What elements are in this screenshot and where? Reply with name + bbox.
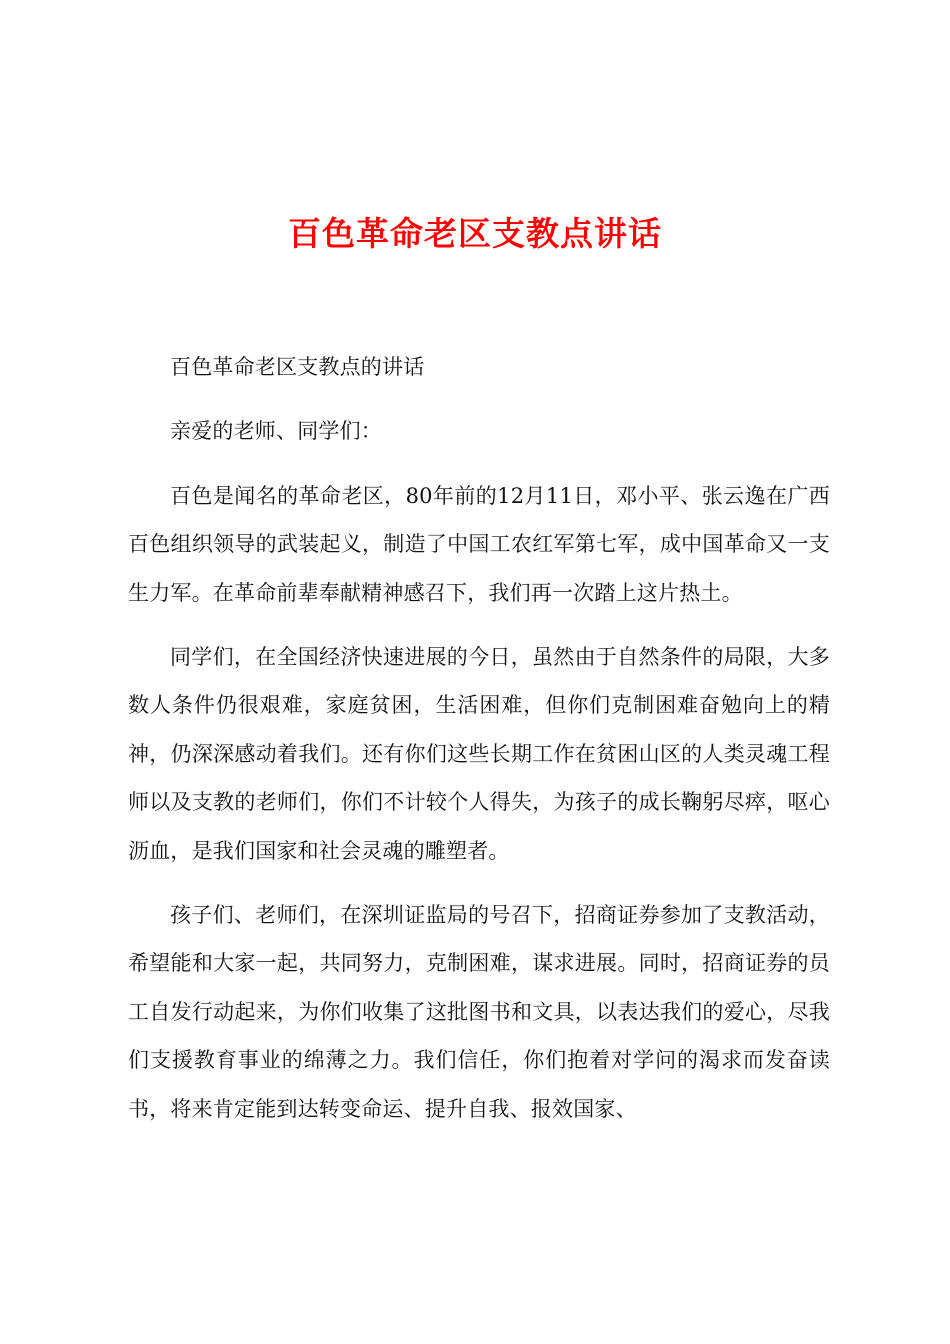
document-title: 百色革命老区支教点讲话 xyxy=(288,214,662,253)
speech-subtitle: 百色革命老区支教点的讲话 xyxy=(170,355,425,379)
salutation: 亲爱的老师、同学们： xyxy=(170,419,382,444)
paragraph-support: 孩子们、老师们，在深圳证监局的号召下，招商证券参加了支教活动，希望能和大家一起，共同努力，克制困难，谋求进展。同时，招商证券的员工自发行动起来，为你们收集了这批图书和文具，以表达我们的爱心，尽我们支援教育事业的绵薄之力。我们信任，你们抱着对学问的渴求而发奋读书，将来肯定能到达转变命运、提升自我、报效国家、 xyxy=(128,903,830,1121)
document-body xyxy=(128,343,830,1149)
paragraph-history: 百色是闻名的革命老区，80年前的12月11日，邓小平、张云逸在广西百色组织领导的武装起义，制造了中国工农红军第七军，成中国革命又一支生力军。在革命前辈奉献精神感召下，我们再一次踏上这片热土。 xyxy=(128,483,830,605)
paragraph-students: 同学们，在全国经济快速进展的今日，虽然由于自然条件的局限，大多数人条件仍很艰难，家庭贫困，生活困难，但你们克制困难奋勉向上的精神，仍深深感动着我们。还有你们这些长期工作在贫困山区的人类灵魂工程师以及支教的老师们，你们不计较个人得失，为孩子的成长鞠躬尽瘁，呕心沥血，是我们国家和社会灵魂的雕塑者。 xyxy=(128,645,830,863)
